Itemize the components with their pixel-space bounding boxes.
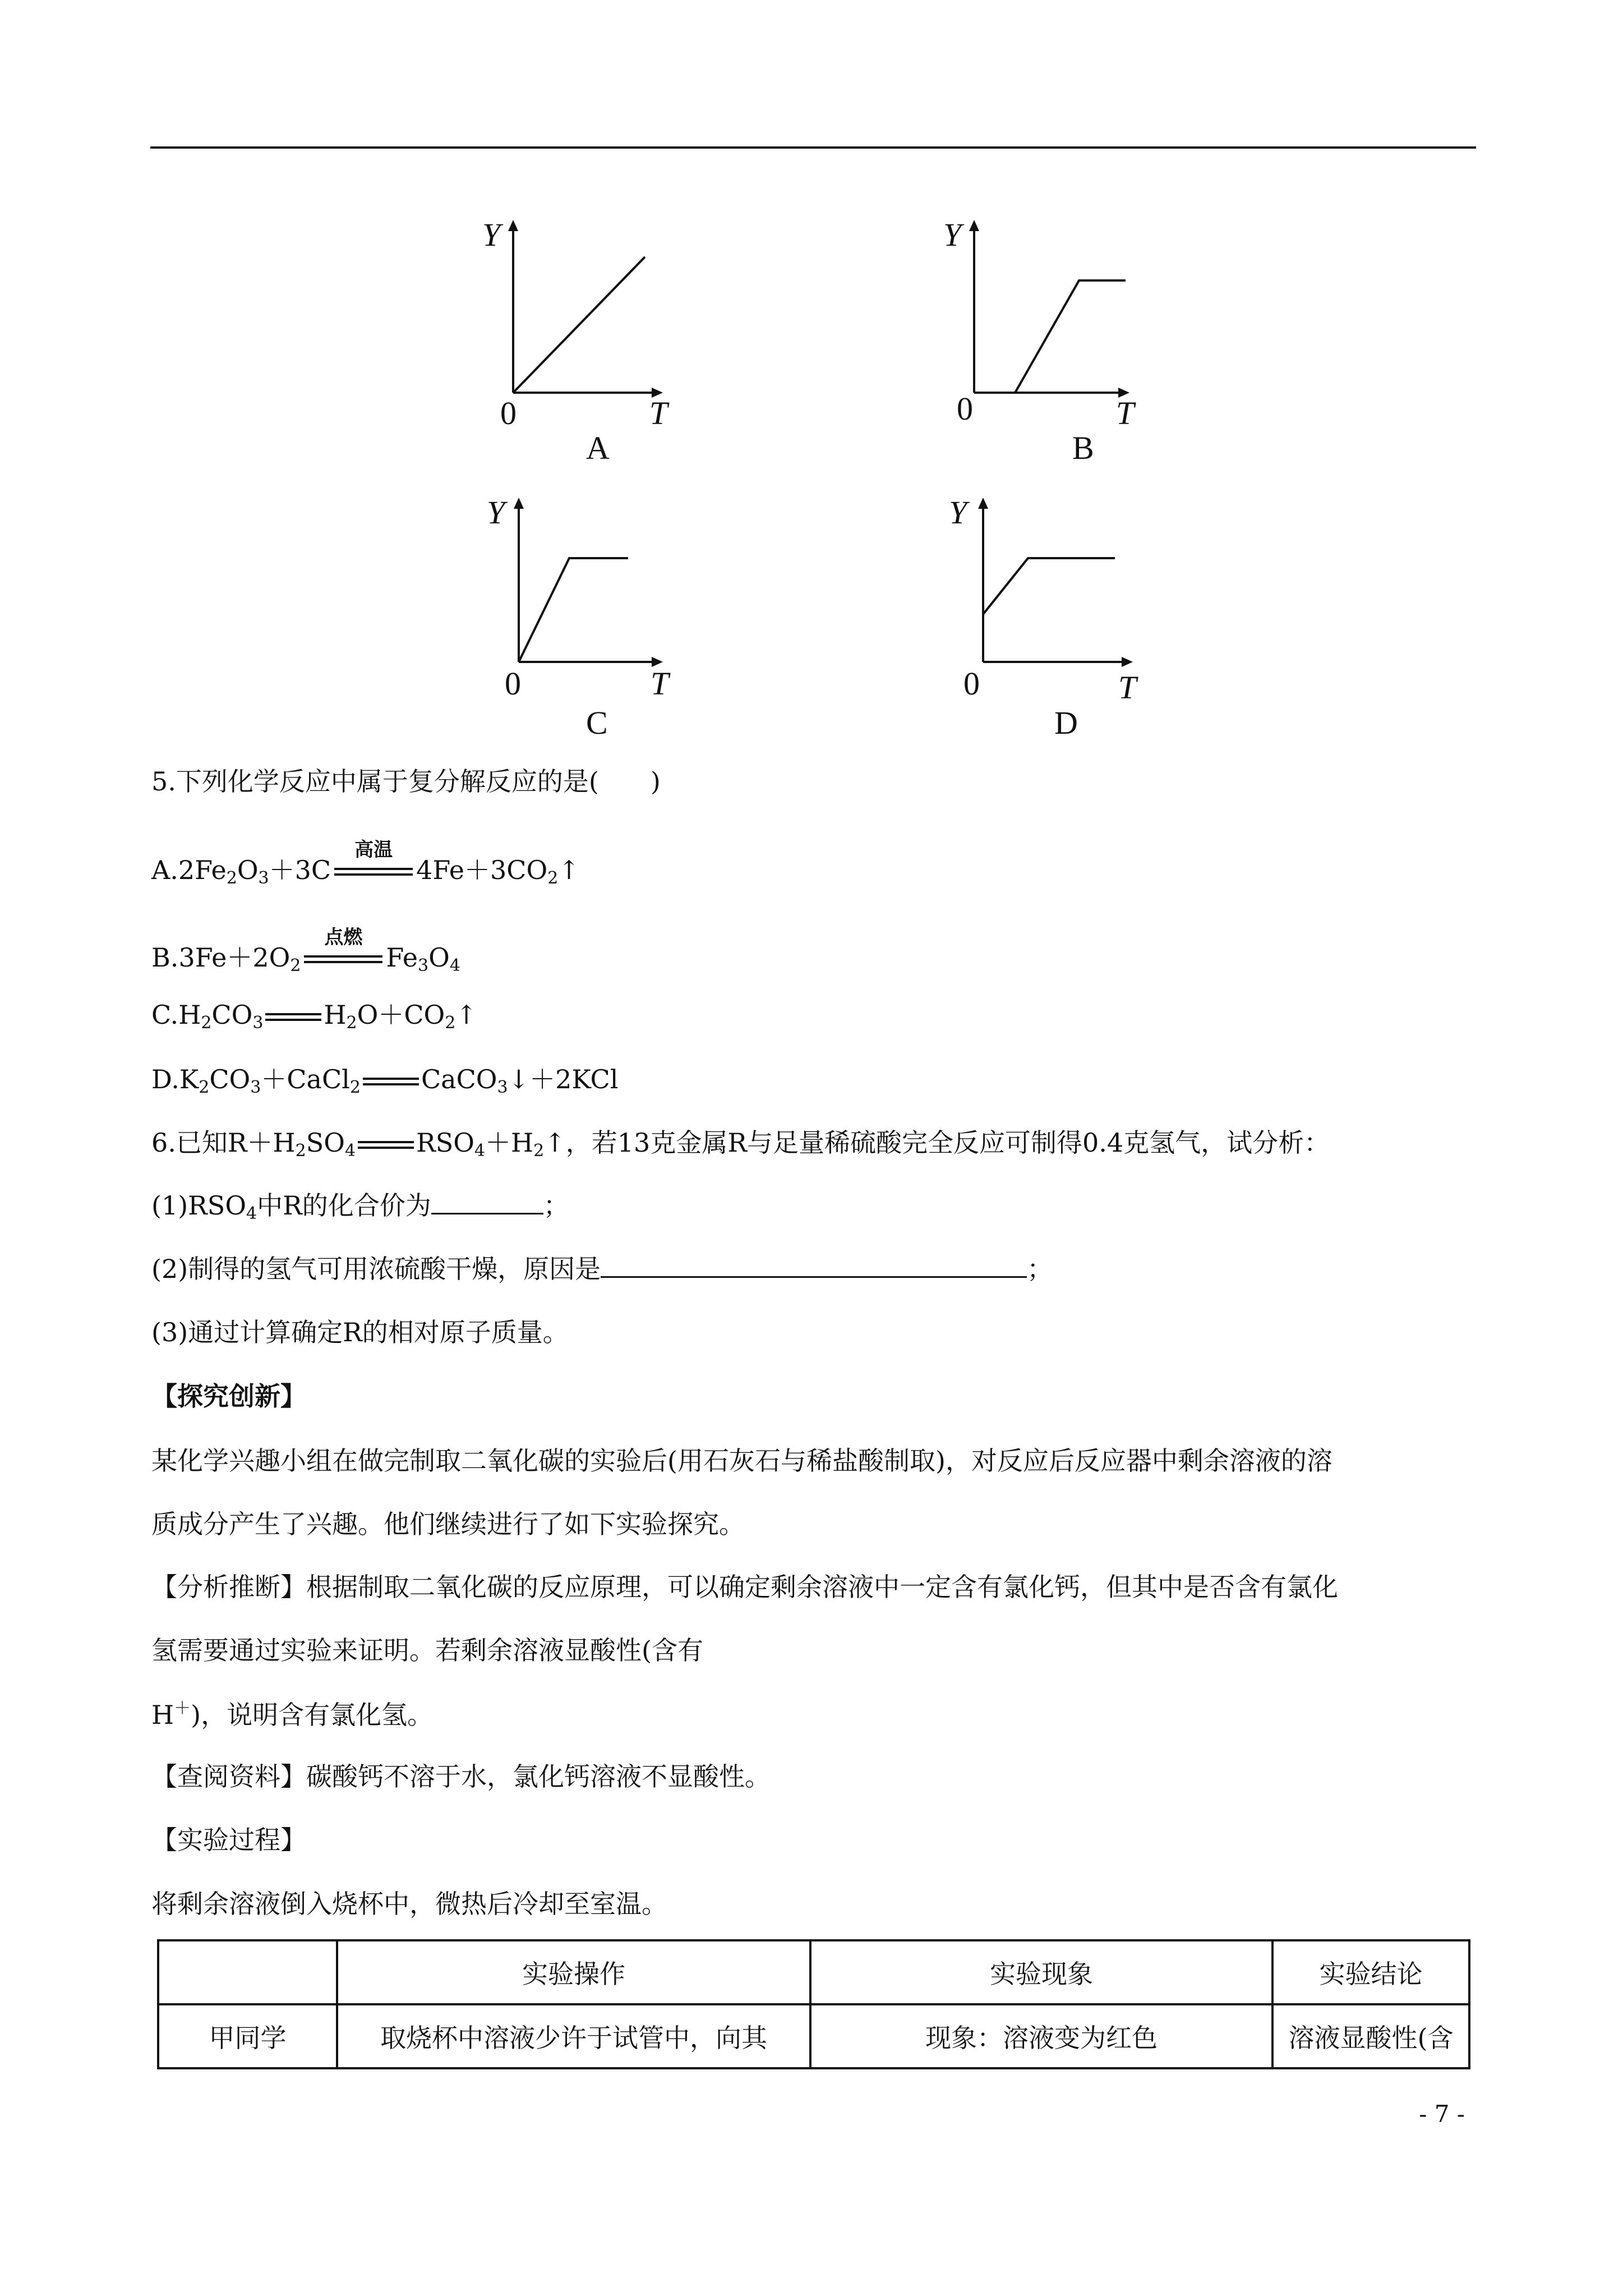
graph-b (932, 219, 1168, 510)
graph-c-origin: 0 (505, 665, 521, 702)
analysis-line-3-suffix: )，说明含有氯化氢。 (191, 1700, 434, 1730)
graph-c-plot (477, 496, 712, 687)
reference-line: 【查阅资料】碳酸钙不溶于水，氯化钙溶液不显酸性。 (151, 1761, 771, 1792)
inquiry-intro-line-2: 质成分产生了兴趣。他们继续进行了如下实验探究。 (151, 1509, 745, 1539)
q5-stem: 5.下列化学反应中属于复分解反应的是( ) (151, 766, 661, 797)
reaction-condition-high-temp (334, 839, 413, 884)
graph-d (941, 496, 1177, 788)
table-cell-phenomenon: 现象：溶液变为红色 (810, 2004, 1272, 2068)
reaction-condition-ignite (304, 926, 382, 971)
analysis-line-3: H＋)，说明含有氯化氢。 (151, 1699, 434, 1730)
graph-b-curve (1015, 280, 1126, 393)
answer-blank-1[interactable] (431, 1190, 543, 1214)
process-heading: 【实验过程】 (151, 1825, 306, 1855)
q6-stem-suffix: ，若13克金属R与足量稀硫酸完全反应可制得0.4克氢气，试分析： (565, 1128, 1330, 1158)
graph-c-y-label: Y (487, 494, 505, 531)
graph-d-caption: D (1054, 705, 1078, 741)
q6-p2-semicolon: ； (1027, 1254, 1053, 1284)
condition-label: 高温 (354, 839, 393, 861)
graph-a-x-label: T (649, 395, 668, 431)
q6-part-2 (151, 1254, 1053, 1285)
table-cell-operation: 取烧杯中溶液少许于试管中，向其 (337, 2004, 810, 2068)
q6-part-1: $(1)RSO_4$中R的化合价为 ； (151, 1190, 569, 1223)
graph-d-x-label: T (1118, 669, 1137, 706)
table-header-cell (158, 1940, 337, 2004)
graph-a-y-label: Y (482, 217, 501, 253)
q6-p1-semicolon: ； (543, 1190, 569, 1221)
graph-b-plot (932, 219, 1168, 409)
inquiry-heading: 【探究创新】 (151, 1381, 306, 1411)
header-rule (150, 146, 1476, 149)
q5-option-c: $C.H_2CO_3$ $H_2O+CO_2↑$ (151, 1000, 477, 1033)
graph-a-caption: A (586, 430, 610, 466)
graph-a-origin: 0 (500, 395, 517, 431)
q6-p1-suffix: 中R的化合价为 (257, 1190, 431, 1221)
q5-option-a-prefix: A. (151, 855, 178, 885)
q5-option-d: $D.K_2CO_3+CaCl_2$ CaCO$_3$↓＋2KCl (151, 1064, 619, 1097)
table-cell-student: 甲同学 (158, 2004, 337, 2068)
graph-a-plot (471, 219, 707, 409)
equals-sign (358, 1137, 414, 1153)
page-number: - 7 - (1419, 2100, 1465, 2128)
graph-b-origin: 0 (957, 390, 973, 427)
graph-c-curve (519, 558, 628, 662)
q6-stem: 6.已知$R+H_2SO_4$ $RSO_4+H_2↑$，若13克金属R与足量稀硫酸完全反应可制得0.4克氢气，试分析： (151, 1128, 1330, 1161)
equals-sign (363, 1073, 419, 1090)
table-header-cell: 实验操作 (337, 1940, 810, 2004)
graph-b-x-label: T (1116, 395, 1135, 431)
experiment-table (157, 1939, 1470, 2069)
inquiry-intro-line-1: 某化学兴趣小组在做完制取二氧化碳的实验后(用石灰石与稀盐酸制取)，对反应后反应器中剩余溶液的溶 (151, 1446, 1332, 1476)
table-header-cell: 实验现象 (810, 1940, 1272, 2004)
graph-c (477, 496, 712, 788)
graph-d-y-label: Y (949, 494, 967, 531)
q5-option-d-prefix: D. (151, 1064, 179, 1094)
q5-option-b: $B.3Fe+2O_2$ 点燃 $Fe_3O_4$ (151, 926, 460, 976)
equals-sign (265, 1009, 321, 1025)
table-header-row (158, 1940, 1469, 2004)
graph-c-x-label: T (651, 665, 669, 702)
graph-a (471, 219, 707, 510)
analysis-line-1: 【分析推断】根据制取二氧化碳的反应原理，可以确定剩余溶液中一定含有氯化钙，但其中是否含有氯化 (151, 1572, 1338, 1602)
answer-blank-2[interactable] (601, 1254, 1027, 1278)
q6-p1-prefix: (1) (151, 1190, 188, 1221)
graph-d-plot (941, 496, 1177, 687)
q6-stem-prefix: 6.已知 (151, 1128, 228, 1158)
q5-option-c-prefix: C. (151, 1000, 179, 1030)
graph-d-origin: 0 (963, 665, 980, 702)
graph-b-y-label: Y (943, 217, 962, 253)
q6-part-3: (3)通过计算确定R的相对原子质量。 (151, 1317, 569, 1347)
process-text: 将剩余溶液倒入烧杯中，微热后冷却至室温。 (151, 1889, 667, 1919)
table-cell-conclusion: 溶液显酸性(含 (1272, 2004, 1469, 2068)
graph-d-curve (983, 558, 1115, 614)
graph-c-caption: C (586, 705, 608, 741)
q5-option-a: $A.2Fe_2O_3+3C$ 高温 $4Fe+3CO_2↑$ (151, 839, 580, 888)
table-row (158, 2004, 1469, 2068)
analysis-line-2: 氢需要通过实验来证明。若剩余溶液显酸性(含有 (151, 1635, 703, 1665)
graph-a-curve (513, 257, 645, 393)
table-header-cell: 实验结论 (1272, 1940, 1469, 2004)
q6-p2-text: (2)制得的氢气可用浓硫酸干燥，原因是 (151, 1254, 601, 1284)
q5-option-b-prefix: B. (151, 942, 179, 973)
condition-label: 点燃 (324, 926, 363, 949)
graph-b-caption: B (1072, 430, 1094, 466)
